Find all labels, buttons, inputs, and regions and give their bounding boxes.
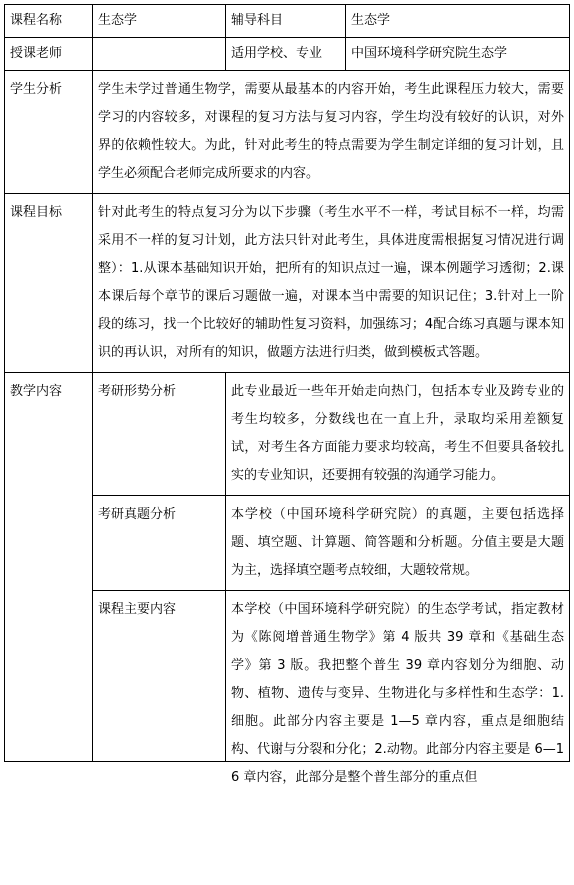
teaching-content-label: 教学内容 xyxy=(5,373,93,762)
subject-value: 生态学 xyxy=(346,5,570,38)
student-analysis-cell xyxy=(93,71,570,194)
teacher-label: 授课老师 xyxy=(5,38,93,71)
main-content-cell xyxy=(226,591,570,785)
student-analysis-text: 学生未学过普通生物学，需要从最基本的内容开始，考生此课程压力较大，需要学习的内容较多，对课程的复习方法与复习内容，学生均没有较好的认识，对外界的依赖性较大。为此，针对此考生的特点需要为学生制定详细的复习计划，且学生必须配合老师完成所要求的内容。 xyxy=(98,82,564,181)
course-name-label: 课程名称 xyxy=(5,5,93,38)
course-name-value: 生态学 xyxy=(93,5,226,38)
course-goal-row xyxy=(5,194,570,373)
main-content-clip xyxy=(231,596,564,785)
student-analysis-row xyxy=(5,71,570,194)
subject-label: 辅导科目 xyxy=(226,5,346,38)
student-analysis-label: 学生分析 xyxy=(5,71,93,194)
course-goal-cell xyxy=(93,194,570,373)
course-plan-table xyxy=(4,4,570,785)
exam-situation-cell xyxy=(226,373,570,496)
course-goal-label: 课程目标 xyxy=(5,194,93,373)
header-row-2 xyxy=(5,38,570,71)
school-value: 中国环境科学研究院生态学 xyxy=(346,38,570,71)
main-content-title: 课程主要内容 xyxy=(93,591,226,762)
course-goal-text: 针对此考生的特点复习分为以下步骤（考生水平不一样，考试目标不一样，均需采用不一样的复习计划，此方法只针对此考生，具体进度需根据复习情况进行调整）：1.从课本基础知识开始，把所有的知识点过一遍，课本例题学习透彻；2.课本课后每个章节的课后习题做一遍，对课本当中需要的知识记住；3.针对上一阶段的练习，找一个比较好的辅助性复习资料，加强练习；4配合练习真题与课本知识的再认识，对所有的知识，做题方法进行归类，做到模板式答题。 xyxy=(98,205,564,360)
teacher-value xyxy=(93,38,226,71)
teaching-content-row xyxy=(5,373,570,496)
past-exam-text: 本学校（中国环境科学研究院）的真题，主要包括选择题、填空题、计算题、简答题和分析题。分值主要是大题为主，选择填空题考点较细，大题较常规。 xyxy=(231,507,564,578)
exam-situation-text: 此专业最近一些年开始走向热门，包括本专业及跨专业的考生均较多，分数线也在一直上升，录取均采用差额复试，对考生各方面能力要求均较高，考生不但要具备较扎实的专业知识，还要拥有较强的沟通学习能力。 xyxy=(231,384,564,483)
past-exam-title: 考研真题分析 xyxy=(93,496,226,591)
header-row-1 xyxy=(5,5,570,38)
past-exam-cell xyxy=(226,496,570,591)
exam-situation-title: 考研形势分析 xyxy=(93,373,226,496)
school-label: 适用学校、专业 xyxy=(226,38,346,71)
main-content-text: 本学校（中国环境科学研究院）的生态学考试，指定教材为《陈阅增普通生物学》第 4 版共 39 章和《基础生态学》第 3 版。我把整个普生 39 章内容划分为细胞、动物、植物、遗传与变异、生物进化与多样性和生态学：1.细胞。此部分内容主要是 1—5 章内容，重点是细胞结构、代谢与分裂和分化；2.动物。此部分内容主要是 6—16 章内容，此部分是整个普生部分的重点但 xyxy=(231,602,564,785)
